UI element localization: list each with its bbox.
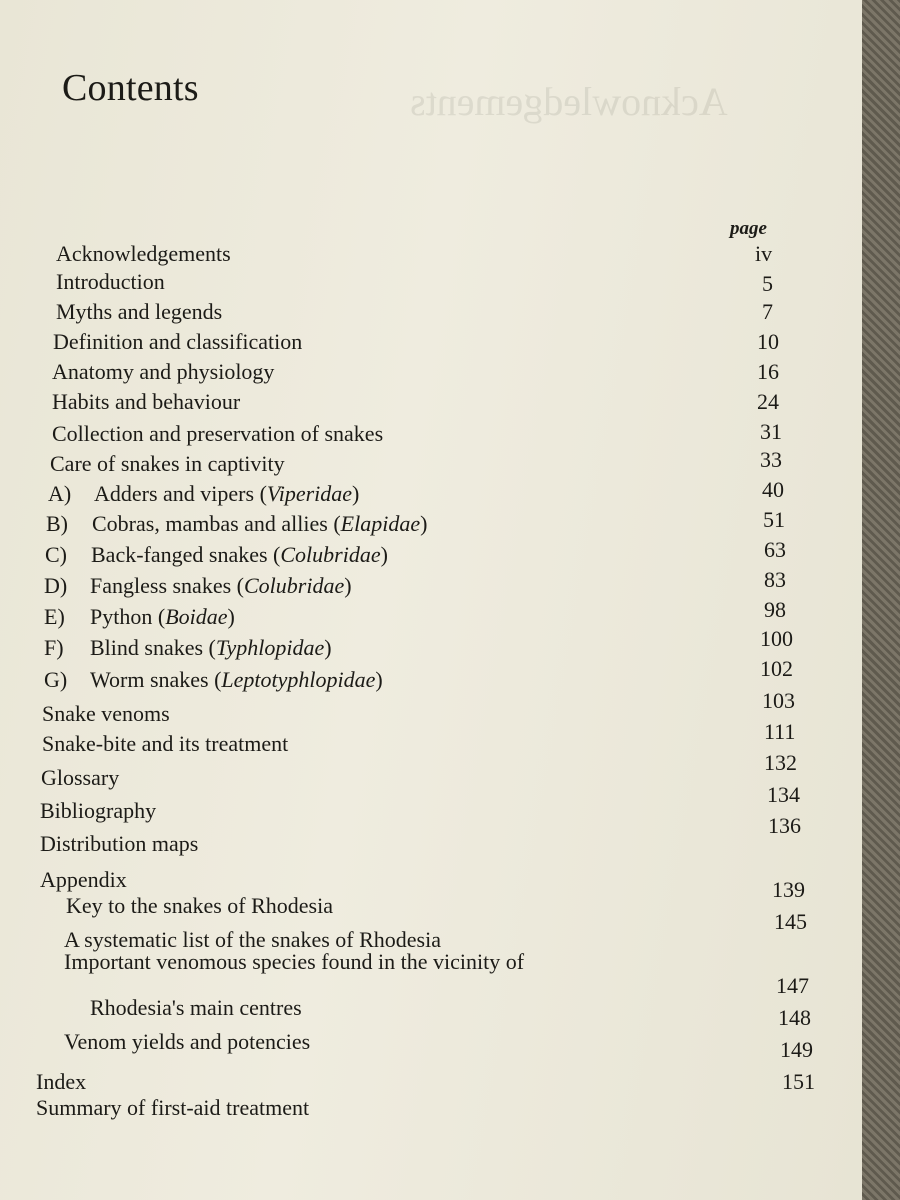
bleed-through-text: Acknowledgements (410, 79, 728, 124)
toc-entry-title: Index (36, 1069, 87, 1094)
toc-page-number: 100 (760, 626, 793, 651)
toc-entry-family-name: Colubridae (280, 542, 381, 567)
toc-entry-family-name: Leptotyphlopidae (221, 667, 376, 692)
page-column-heading: page (730, 218, 767, 239)
toc-entry-title: Care of snakes in captivity (50, 451, 285, 476)
toc-entry-family-name: Viperidae (266, 481, 353, 506)
toc-page-number: 98 (764, 597, 786, 622)
toc-entry (48, 480, 862, 508)
toc-entry-letter: F) (44, 635, 64, 660)
toc-page-number: 149 (780, 1037, 813, 1062)
toc-entry (64, 948, 862, 976)
toc-entry-title: Myths and legends (56, 299, 223, 324)
toc-entry-title: Cobras, mambas and allies (Elapidae) (92, 511, 428, 536)
toc-entry (36, 1094, 862, 1122)
toc-page-number: 102 (760, 656, 793, 681)
toc-entry-title: Key to the snakes of Rhodesia (66, 893, 333, 918)
toc-page-number: 145 (774, 909, 807, 934)
toc-entry-family-name: Elapidae (340, 511, 421, 536)
toc-entry-family-name: Typhlopidae (215, 635, 325, 660)
toc-entry-letter: B) (46, 511, 68, 536)
toc-page-number: 7 (762, 299, 773, 324)
toc-entry (52, 420, 862, 448)
toc-entry-title: Worm snakes (Leptotyphlopidae) (90, 667, 383, 692)
toc-entry-title: Fangless snakes (Colubridae) (90, 573, 352, 598)
toc-entry (66, 892, 862, 920)
toc-entry-title: Bibliography (40, 798, 157, 823)
toc-entry-title: Adders and vipers (Viperidae) (94, 481, 360, 506)
toc-entry-letter: C) (45, 542, 67, 567)
toc-entry-letter: E) (44, 604, 65, 629)
toc-page-number: 63 (764, 537, 786, 562)
toc-entry (44, 666, 862, 694)
toc-page-number: 111 (764, 719, 796, 744)
toc-entry (44, 572, 862, 600)
toc-entry-title: Rhodesia's main centres (90, 995, 302, 1020)
toc-entry-title: Acknowledgements (56, 241, 231, 266)
toc-entry (56, 298, 862, 326)
toc-page-number: 24 (757, 389, 779, 414)
toc-entry-title: A systematic list of the snakes of Rhodesia (64, 927, 441, 952)
toc-page-number: 51 (763, 507, 785, 532)
toc-page-number: 16 (757, 359, 779, 384)
toc-entry (42, 730, 862, 758)
toc-entry-title: Definition and classification (53, 329, 303, 354)
toc-entry (90, 994, 862, 1022)
toc-entry (45, 541, 862, 569)
toc-entry (46, 510, 862, 538)
background-surface (862, 0, 900, 1200)
toc-entry (52, 358, 862, 386)
toc-entry-title: Anatomy and physiology (52, 359, 275, 384)
toc-entry-title: Distribution maps (40, 831, 199, 856)
toc-entry (53, 328, 862, 356)
toc-entry-title: Snake venoms (42, 701, 170, 726)
toc-entry-title: Glossary (41, 765, 120, 790)
toc-page-number: 147 (776, 973, 809, 998)
toc-entry-letter: A) (48, 481, 72, 506)
toc-entry-title: Python (Boidae) (90, 604, 235, 629)
toc-entry-letter: G) (44, 667, 68, 692)
toc-entry-title: Snake-bite and its treatment (42, 731, 289, 756)
toc-entry (56, 240, 862, 268)
toc-page-number: 40 (762, 477, 784, 502)
toc-page-number: 10 (757, 329, 779, 354)
toc-entry-title: Summary of first-aid treatment (36, 1095, 310, 1120)
toc-page-number: 132 (764, 750, 797, 775)
toc-page-number: 83 (764, 567, 786, 592)
toc-page-number: 139 (772, 877, 805, 902)
toc-entry-title: Back-fanged snakes (Colubridae) (91, 542, 388, 567)
toc-entry-family-name: Boidae (165, 604, 228, 629)
toc-entry (40, 797, 862, 825)
toc-page-number: iv (755, 241, 773, 266)
toc-entry (50, 450, 862, 478)
toc-entry-title: Blind snakes (Typhlopidae) (90, 635, 332, 660)
toc-entry (36, 1068, 862, 1096)
toc-page-number: 5 (762, 271, 773, 296)
toc-page-number: 136 (768, 813, 801, 838)
toc-entry-title: Important venomous species found in the vicinity of (64, 949, 525, 974)
toc-entry (56, 268, 862, 296)
toc-entry (52, 388, 862, 416)
toc-entry (41, 764, 862, 792)
toc-entry-title: Appendix (40, 867, 127, 892)
toc-page-number: 31 (760, 419, 782, 444)
toc-entry-letter: D) (44, 573, 68, 598)
toc-entry-title: Venom yields and potencies (64, 1029, 311, 1054)
toc-page-number: 148 (778, 1005, 811, 1030)
toc-entry (64, 1028, 862, 1056)
toc-page-number: 151 (782, 1069, 815, 1094)
toc-page-number: 103 (762, 688, 795, 713)
toc-entry-title: Collection and preservation of snakes (52, 421, 384, 446)
toc-page-number: 134 (767, 782, 800, 807)
toc-entry (44, 603, 862, 631)
toc-entry-family-name: Colubridae (243, 573, 345, 598)
toc-entry (40, 866, 862, 894)
toc-entry (40, 830, 862, 858)
toc-entry (44, 634, 862, 662)
toc-entry (42, 700, 862, 728)
page-title: Contents (62, 67, 199, 109)
toc-page-number: 33 (760, 447, 782, 472)
toc-entry-title: Introduction (56, 269, 165, 294)
toc-entry-title: Habits and behaviour (52, 389, 241, 414)
